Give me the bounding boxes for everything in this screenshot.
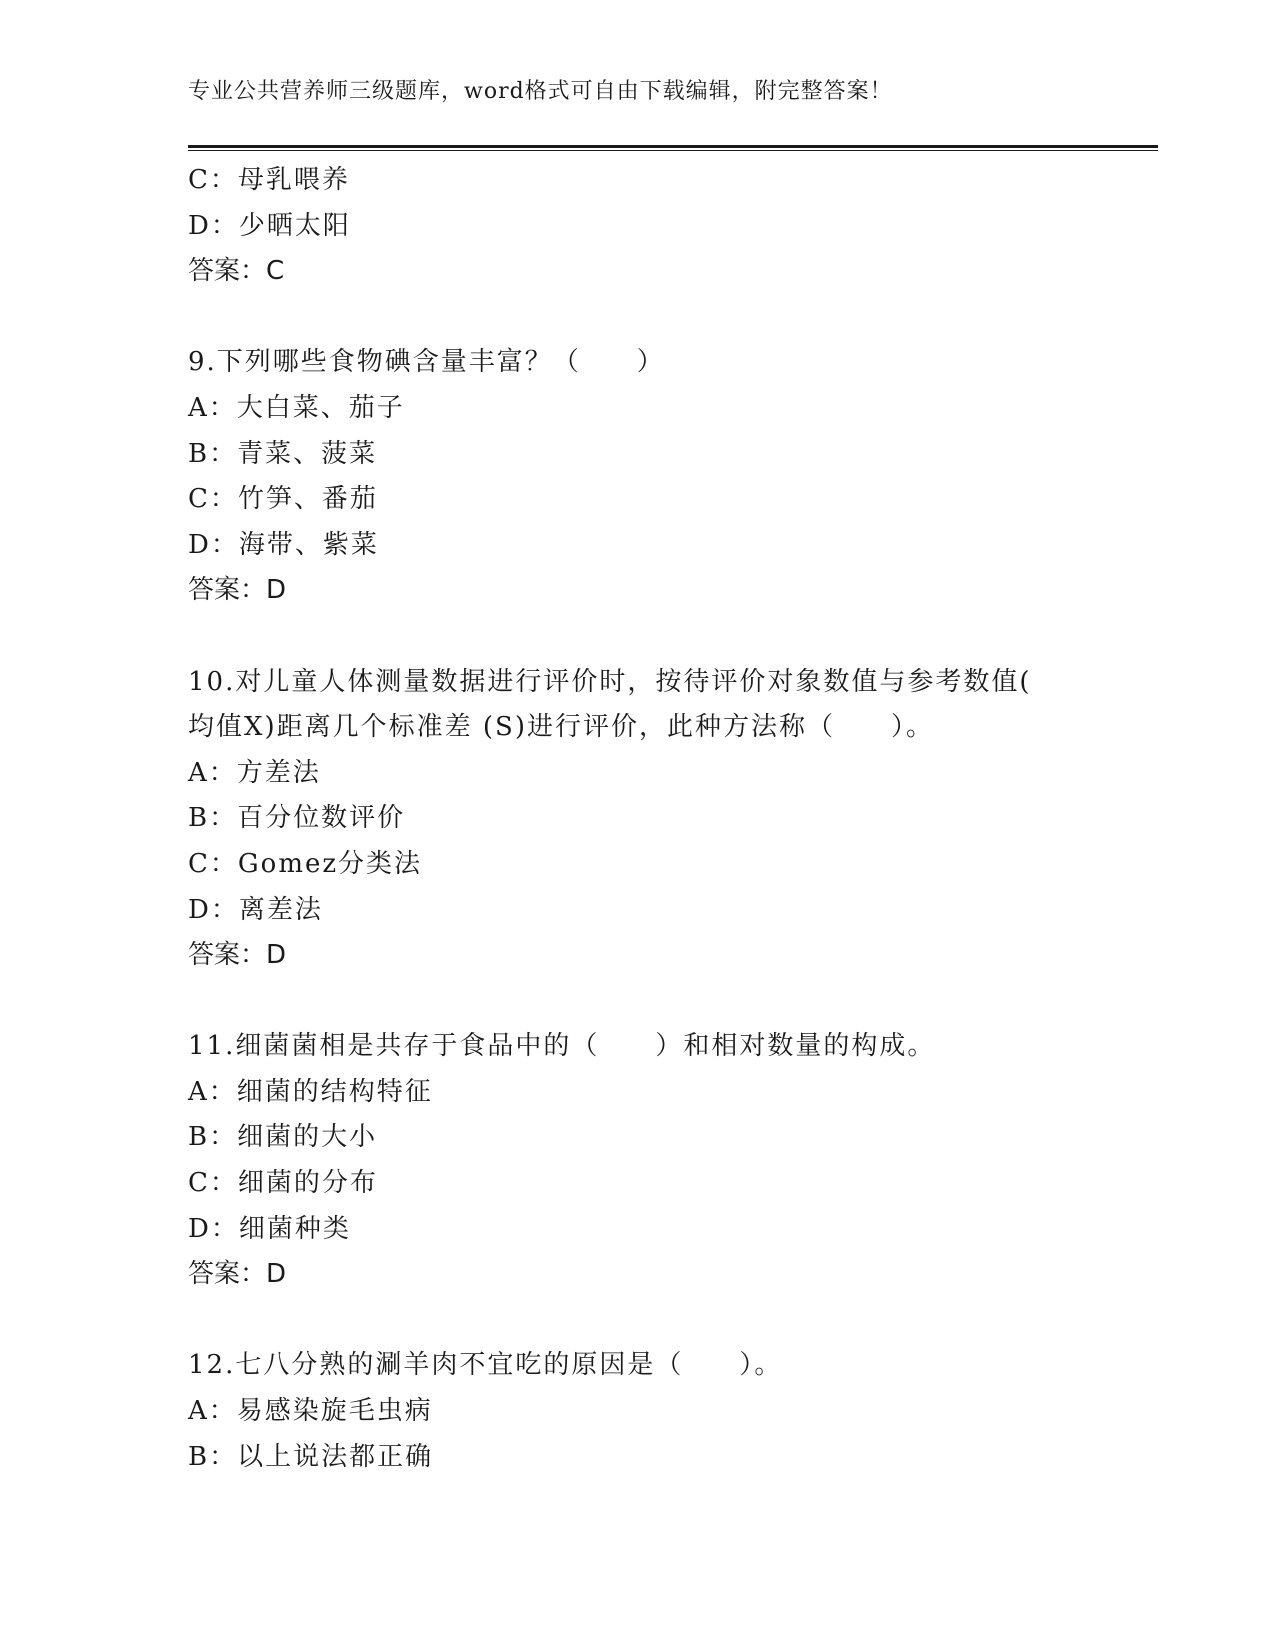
option-d: D：离差法 <box>188 894 323 925</box>
option-a: A：大白菜、茄子 <box>188 392 405 423</box>
spacer <box>188 295 1088 341</box>
option-a: A：易感染旋毛虫病 <box>188 1396 433 1427</box>
question-stem-continued: 均值X)距离几个标准差 (S)进行评价，此种方法称（ ）。 <box>188 712 935 743</box>
answer: 答案：D <box>188 1259 287 1290</box>
question-block <box>188 1024 1088 1298</box>
answer: 答案：D <box>188 940 287 971</box>
answer: 答案：C <box>188 256 285 287</box>
option-a: A：方差法 <box>188 757 321 788</box>
page-header: 专业公共营养师三级题库，word格式可自由下载编辑，附完整答案！ <box>188 79 893 104</box>
question-stem: 9.下列哪些食物碘含量丰富？（ ） <box>188 347 665 378</box>
question-block <box>188 340 1088 614</box>
option-c: C：细菌的分布 <box>188 1168 378 1199</box>
option-d: D：细菌种类 <box>188 1213 351 1244</box>
option-b: B：青菜、菠菜 <box>188 438 378 469</box>
question-stem: 12.七八分熟的涮羊肉不宜吃的原因是（ ）。 <box>188 1350 783 1381</box>
spacer <box>188 1298 1088 1344</box>
option-c: C：母乳喂养 <box>188 165 350 195</box>
question-block <box>188 1343 1088 1480</box>
question-block <box>188 158 1088 295</box>
spacer <box>188 614 1088 660</box>
option-b: B：细菌的大小 <box>188 1122 378 1153</box>
option-d: D：少晒太阳 <box>188 210 351 241</box>
option-b: B：以上说法都正确 <box>188 1441 434 1472</box>
question-stem: 10.对儿童人体测量数据进行评价时，按待评价对象数值与参考数值( <box>188 666 1032 697</box>
header-rule-thin <box>188 150 1158 151</box>
option-c: C：Gomez分类法 <box>188 848 423 879</box>
question-block <box>188 660 1088 979</box>
question-stem: 11.细菌菌相是共存于食品中的（ ）和相对数量的构成。 <box>188 1031 936 1062</box>
option-c: C：竹笋、番茄 <box>188 484 378 515</box>
option-d: D：海带、紫菜 <box>188 529 379 560</box>
option-b: B：百分位数评价 <box>188 803 406 834</box>
answer: 答案：D <box>188 575 287 606</box>
header-rule-thick <box>188 145 1158 148</box>
question-list <box>188 158 1088 1480</box>
spacer <box>188 979 1088 1025</box>
option-a: A：细菌的结构特征 <box>188 1076 433 1107</box>
